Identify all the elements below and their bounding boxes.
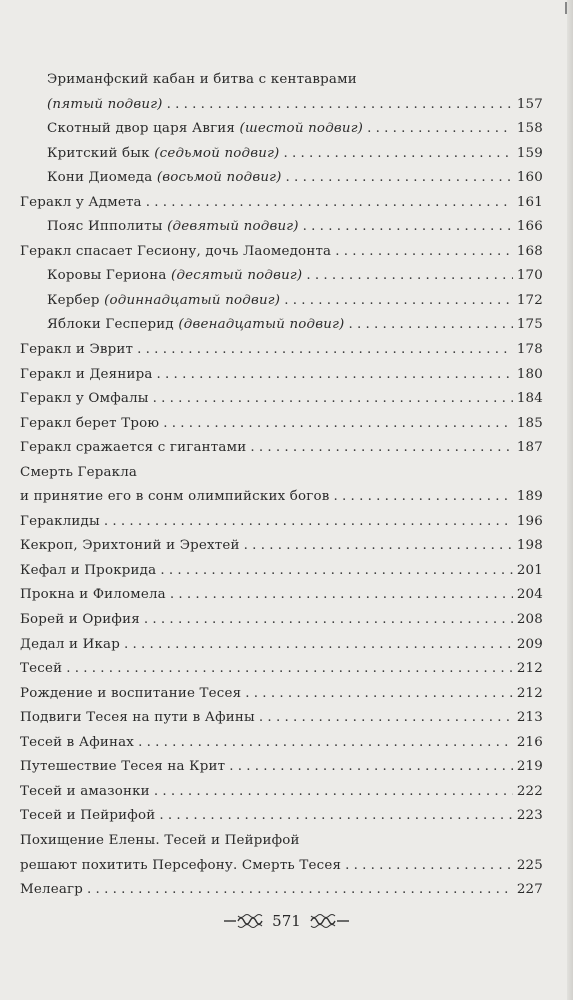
- toc-entry-note: (девятый подвиг): [167, 219, 299, 235]
- dot-leader: [146, 191, 513, 216]
- toc-entry-title: [20, 240, 331, 265]
- toc-entry-text: Скотный двор царя Авгия: [47, 121, 240, 137]
- dot-leader: [250, 436, 513, 461]
- dot-leader: [144, 608, 513, 633]
- ornament-left-icon: [222, 912, 268, 930]
- dot-leader: [306, 264, 513, 289]
- toc-entry-title: [47, 117, 363, 142]
- toc-entry: [20, 363, 543, 388]
- toc-entry: [20, 731, 543, 756]
- toc-entry: [20, 461, 543, 486]
- toc-entry-title: [47, 166, 282, 191]
- toc-entry-note: (двенадцатый подвиг): [178, 317, 345, 333]
- toc-entry-title: [20, 755, 225, 780]
- toc-entry-title: [20, 338, 133, 363]
- toc-entry-note: (одиннадцатый подвиг): [104, 292, 281, 308]
- dot-leader: [160, 559, 513, 584]
- toc-entry-text: Кекроп, Эрихтоний и Эрехтей: [20, 538, 240, 554]
- toc-entry-title: [20, 657, 62, 682]
- toc-entry: [20, 608, 543, 633]
- dot-leader: [283, 142, 512, 167]
- toc-entry-title: [20, 780, 150, 805]
- toc-entry-text: Геракл спасает Гесиону, дочь Лаомедонта: [20, 243, 332, 259]
- toc-entry-text: Рождение и воспитание Тесея: [20, 685, 242, 701]
- toc-entry-text: Тесей в Афинах: [20, 734, 135, 750]
- dot-leader: [303, 215, 513, 240]
- toc-entry-title: [20, 534, 240, 559]
- toc-entry-text: Кефал и Прокрида: [20, 562, 157, 578]
- toc-entry-note: (шестой подвиг): [239, 121, 364, 137]
- toc-entry-title: [20, 191, 142, 216]
- toc-page-number: 212: [516, 685, 543, 701]
- dot-leader: [87, 878, 513, 903]
- dot-leader: [244, 534, 513, 559]
- toc-page-number: 222: [516, 783, 543, 799]
- toc-page-number: 157: [516, 96, 543, 112]
- toc-entry-text: Тесей и амазонки: [20, 783, 150, 799]
- toc-entry-text: Путешествие Тесея на Крит: [20, 759, 226, 775]
- toc-entry-note: (седьмой подвиг): [154, 145, 280, 161]
- toc-entry-title: [20, 878, 83, 903]
- dot-leader: [163, 412, 513, 437]
- toc-entry: [20, 510, 543, 535]
- toc-entry-text: Геракл у Омфалы: [20, 391, 149, 407]
- toc-entry-text: Эриманфский кабан и битва с кентаврами: [47, 72, 357, 87]
- dot-leader: [159, 804, 512, 829]
- toc-entry-text: Тесей: [20, 661, 63, 677]
- toc-page-number: 213: [516, 710, 543, 726]
- dot-leader: [124, 633, 513, 658]
- toc-entry-title: [20, 559, 156, 584]
- toc-page-number: 223: [516, 808, 543, 824]
- toc-entry-title: [20, 682, 241, 707]
- dot-leader: [170, 583, 513, 608]
- toc-entry-text: Прокна и Филомела: [20, 587, 166, 603]
- toc-page-number: 180: [516, 366, 543, 382]
- toc-page-number: 219: [516, 759, 543, 775]
- toc-entry-text: Мелеагр: [20, 882, 84, 898]
- toc-entry: [20, 387, 543, 412]
- toc-entry-title: [20, 461, 137, 486]
- toc-page-number: 189: [516, 489, 543, 505]
- toc-entry: [20, 93, 543, 118]
- toc-page-number: 158: [516, 121, 543, 137]
- toc-entry-title: [47, 264, 302, 289]
- toc-entry-text: Борей и Орифия: [20, 612, 140, 628]
- toc-entry-title: [20, 608, 140, 633]
- toc-entry: [20, 657, 543, 682]
- toc-page-number: 168: [516, 243, 543, 259]
- toc-entry: [20, 117, 543, 142]
- toc-entry-text: Кербер: [47, 292, 105, 308]
- toc-page-number: 187: [516, 440, 543, 456]
- page-edge: [567, 0, 573, 1000]
- toc-entry: [20, 780, 543, 805]
- toc-entry-note: (десятый подвиг): [171, 268, 303, 284]
- toc-entry-note: (пятый подвиг): [47, 96, 163, 112]
- dot-leader: [104, 510, 513, 535]
- toc-entry-text: Геракл берет Трою: [20, 415, 160, 431]
- toc-entry-text: решают похитить Персефону. Смерть Тесея: [20, 857, 342, 873]
- toc-entry-title: [47, 215, 299, 240]
- toc-page-number: 212: [516, 661, 543, 677]
- page-number: 571: [272, 912, 301, 930]
- toc-page-number: 178: [516, 342, 543, 358]
- toc-entry-title: [20, 436, 246, 461]
- toc-entry: [20, 289, 543, 314]
- toc-entry-title: [20, 510, 100, 535]
- toc-entry-text: Геракл и Деянира: [20, 366, 153, 382]
- toc-entry-title: [20, 583, 166, 608]
- toc-entry-title: [20, 804, 155, 829]
- toc-entry: [20, 142, 543, 167]
- toc-entry-text: Смерть Геракла: [20, 464, 138, 480]
- toc-entry-title: [20, 731, 134, 756]
- toc-entry: [20, 166, 543, 191]
- toc-page-number: 204: [516, 587, 543, 603]
- toc-entry: [20, 583, 543, 608]
- toc-page-number: 201: [516, 562, 543, 578]
- toc-entry: [20, 682, 543, 707]
- page-footer: [0, 912, 573, 930]
- toc-entry-text: и принятие его в сонм олимпийских богов: [20, 489, 330, 505]
- dot-leader: [348, 313, 512, 338]
- dot-leader: [259, 706, 513, 731]
- toc-entry-text: Критский бык: [47, 145, 155, 161]
- toc-page-number: 209: [516, 636, 543, 652]
- toc-page-number: 208: [516, 612, 543, 628]
- toc-entry: [20, 854, 543, 879]
- toc-entry-text: Подвиги Тесея на пути в Афины: [20, 710, 255, 726]
- dot-leader: [334, 485, 513, 510]
- toc-entry: [20, 412, 543, 437]
- toc-entry-title: [20, 829, 300, 854]
- dot-leader: [345, 854, 513, 879]
- toc-page-number: 196: [516, 513, 543, 529]
- toc-page-number: 159: [516, 145, 543, 161]
- dot-leader: [153, 387, 513, 412]
- dot-leader: [154, 780, 513, 805]
- toc-entry-text: Гераклиды: [20, 513, 100, 529]
- toc-page-number: 170: [516, 268, 543, 284]
- toc-page-number: 185: [516, 415, 543, 431]
- toc-page-number: 175: [516, 317, 543, 333]
- toc-entry: [20, 485, 543, 510]
- dot-leader: [367, 117, 513, 142]
- toc-entry: [20, 240, 543, 265]
- toc-entry-title: [20, 706, 255, 731]
- toc-entry-text: Кони Диомеда: [47, 170, 157, 186]
- toc-entry-note: (восьмой подвиг): [156, 170, 282, 186]
- toc-entry: [20, 755, 543, 780]
- toc-entry-text: Коровы Гериона: [47, 268, 172, 284]
- toc-entry: [20, 313, 543, 338]
- toc-entry-text: Тесей и Пейрифой: [20, 808, 156, 824]
- toc-entry-title: [47, 289, 280, 314]
- toc-entry-title: [20, 633, 120, 658]
- ornament-right-icon: [305, 912, 351, 930]
- toc-entry: [20, 338, 543, 363]
- toc-entry-title: [47, 93, 163, 118]
- toc-page-number: 225: [516, 857, 543, 873]
- toc-page-number: 198: [516, 538, 543, 554]
- toc-entry-text: Пояс Ипполиты: [47, 219, 168, 235]
- dot-leader: [335, 240, 513, 265]
- toc-entry: [20, 706, 543, 731]
- toc-entry-text: Геракл и Эврит: [20, 342, 134, 358]
- dot-leader: [138, 731, 513, 756]
- dot-leader: [157, 363, 513, 388]
- toc-page-number: 184: [516, 391, 543, 407]
- toc-entry-title: [47, 68, 357, 93]
- toc-entry: [20, 436, 543, 461]
- dot-leader: [137, 338, 513, 363]
- toc-entry: [20, 559, 543, 584]
- toc-entry: [20, 878, 543, 903]
- toc-page-number: 216: [516, 734, 543, 750]
- dot-leader: [245, 682, 513, 707]
- toc-page-number: 161: [516, 194, 543, 210]
- toc-page-number: 166: [516, 219, 543, 235]
- dot-leader: [66, 657, 513, 682]
- toc-page-number: 227: [516, 882, 543, 898]
- dot-leader: [286, 166, 513, 191]
- toc-entry: [20, 264, 543, 289]
- table-of-contents: [20, 68, 543, 903]
- toc-entry: [20, 68, 543, 93]
- toc-entry-title: [20, 412, 159, 437]
- toc-entry-title: [20, 485, 330, 510]
- toc-entry-title: [20, 387, 149, 412]
- toc-entry: [20, 191, 543, 216]
- dot-leader: [284, 289, 513, 314]
- toc-entry: [20, 215, 543, 240]
- toc-page-number: 172: [516, 292, 543, 308]
- toc-entry-title: [47, 313, 344, 338]
- toc-entry-text: Геракл сражается с гигантами: [20, 440, 247, 456]
- toc-entry-text: Яблоки Гесперид: [47, 317, 179, 333]
- dot-leader: [229, 755, 513, 780]
- toc-entry: [20, 829, 543, 854]
- toc-entry-title: [20, 854, 341, 879]
- dot-leader: [167, 93, 513, 118]
- toc-entry-title: [20, 363, 153, 388]
- toc-entry-title: [47, 142, 279, 167]
- toc-entry-text: Дедал и Икар: [20, 636, 120, 652]
- corner-mark: [565, 2, 567, 14]
- toc-entry-text: Похищение Елены. Тесей и Пейрифой: [20, 832, 300, 848]
- toc-entry-text: Геракл у Адмета: [20, 194, 142, 210]
- toc-entry: [20, 534, 543, 559]
- toc-page-number: 160: [516, 170, 543, 186]
- toc-entry: [20, 633, 543, 658]
- toc-entry: [20, 804, 543, 829]
